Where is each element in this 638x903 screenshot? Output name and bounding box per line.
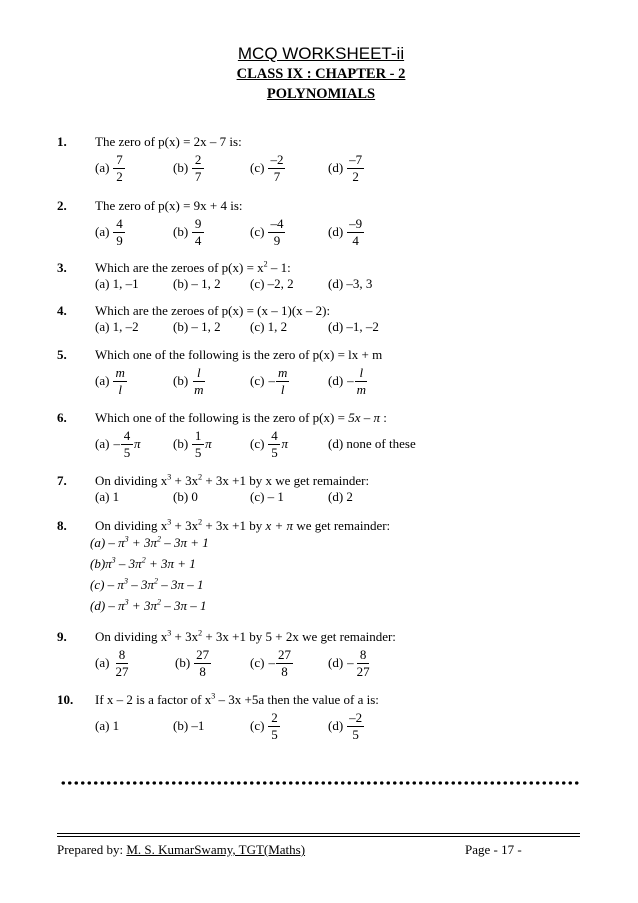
fraction: $\frac{-4}{9}$ [270,215,284,248]
fraction: $\frac{4}{5}$ [268,429,280,459]
fraction: $\frac{4}{5}$ [121,429,133,459]
options [95,148,595,188]
worksheet-title: MCQ WORKSHEET-ii [237,44,405,63]
options [95,361,595,401]
class-chapter-heading: CLASS IX : CHAPTER - 2 [236,66,406,82]
fraction: $\frac{27}{8}$ [277,646,291,679]
option-b: (b) – 1, 2 [173,276,221,291]
option-d: (d) $\frac{-9}{4}$ [328,215,363,248]
option-a: (a) 1 [95,718,120,733]
question-number: 3. [57,260,67,275]
option-c: (c) – 1 [250,489,284,504]
question-text: Which are the zeroes of $p(x) = x^2 - 1$: [95,259,291,275]
option-a: (a) 1, –1 [95,276,139,291]
question-text: Which are the zeroes of p(x) = (x – 1)(x – 2): [95,303,331,318]
author-name: M. S. KumarSwamy, TGT(Maths) [126,842,306,857]
question-number: 2. [57,198,67,213]
option-c: (c) –2, 2 [250,276,294,291]
fraction: $\frac{-2}{7}$ [270,151,284,184]
options [95,643,595,683]
options [95,706,595,746]
question-number: 7. [57,473,67,488]
fraction: $\frac{-9}{4}$ [349,215,363,248]
subject-heading: POLYNOMIALS [266,86,376,102]
fraction: $\frac{4}{9}$ [113,217,125,247]
option-a: (a) $\frac{4}{9}$ [95,212,125,252]
fraction: $\frac{m}{l}$ [115,364,125,397]
fraction: $\frac{-2}{5}$ [349,709,363,742]
option-c: (c) $\frac{2}{5}$ [250,706,280,746]
option-c: (c) $\frac{4}{5}$ π [250,427,288,460]
question-text: On dividing $x^3 + 3x^2 + 3x +1$ by 5 + 2x we get remainder: [95,628,396,644]
option-b: (b) $\frac{9}{4}$ [173,212,204,252]
option-d: (d) $\frac{-2}{5}$ [328,709,363,742]
question-number: 6. [57,410,67,425]
option-d: $(d) - \pi^3 + 3\pi^2 - 3\pi - 1$ [90,597,207,613]
option-b: (b) – 1, 2 [173,319,221,334]
question-number: 4. [57,303,67,318]
question-text: On dividing $x^3 + 3x^2 + 3x +1$ by x we get remainder: [95,472,370,488]
question-text: The zero of p(x) = 2x – 7 is: [95,134,242,149]
question-text: On dividing $x^3 + 3x^2 + 3x +1$ by x + π we get remainder: [95,517,391,533]
fraction: $\frac{2}{7}$ [192,153,204,183]
option-b: (b) $\frac{l}{m}$ [173,364,204,397]
option-d: (d) $\frac{-7}{2}$ [328,151,363,184]
question-number: 1. [57,134,67,149]
option-c: (c) 1, 2 [250,319,288,334]
footer-rule-top [57,833,580,834]
option-a: (a) $\frac{m}{l}$ [95,364,125,397]
footer-rule-bottom [57,836,580,837]
option-b: $(b)\pi^3 - 3\pi^2 + 3\pi + 1$ [90,555,196,571]
footer-credit: Prepared by: M. S. KumarSwamy, TGT(Maths) [57,842,306,857]
option-c: (c) $\frac{-2}{7}$ [250,151,284,184]
dotted-separator [60,780,580,786]
option-d: (d) 2 [328,489,353,504]
option-a: (a) $\frac{7}{2}$ [95,148,125,188]
option-d: (d) – $\frac{l}{m}$ [328,364,367,397]
question-text: Which one of the following is the zero of p(x) = 5x – π : [95,410,387,425]
question-number: 10. [57,692,74,707]
option-b: (b) –1 [173,718,205,733]
option-a: (a) $\frac{8}{27}$ [95,646,129,679]
option-b: (b) $\frac{27}{8}$ [175,646,210,679]
option-c: (c) – $\frac{m}{l}$ [250,364,288,397]
option-d: (d) – $\frac{8}{27}$ [328,646,370,679]
option-c: (c) – $\frac{27}{8}$ [250,646,291,679]
question-text: Which one of the following is the zero of p(x) = lx + m [95,347,383,362]
question-number: 8. [57,518,67,533]
option-a: $(a) - \pi^3 + 3\pi^2 - 3\pi + 1$ [90,534,209,550]
fraction: $\frac{27}{8}$ [196,646,210,679]
fraction: $\frac{8}{27}$ [356,646,370,679]
option-d: (d) –1, –2 [328,319,379,334]
fraction: $\frac{8}{27}$ [115,646,129,679]
option-a: (a) 1, –2 [95,319,139,334]
option-a: (a) 1 [95,489,120,504]
fraction: $\frac{7}{2}$ [113,153,125,183]
question-text: If x – 2 is a factor of $x^3 - 3x +5a$ then the value of a is: [95,691,379,707]
question-number: 5. [57,347,67,362]
options [95,212,595,252]
fraction: $\frac{-7}{2}$ [349,151,363,184]
option-d: (d) –3, 3 [328,276,373,291]
option-c: (c) $\frac{-4}{9}$ [250,215,284,248]
page-number: Page - 17 - [465,842,522,857]
fraction: $\frac{1}{5}$ [192,429,204,459]
option-b: (b) $\frac{1}{5}$ π [173,427,212,460]
option-d: (d) none of these [328,436,416,451]
option-a: (a) – $\frac{4}{5}$ π [95,427,141,460]
options [95,424,595,464]
fraction: $\frac{9}{4}$ [192,217,204,247]
fraction: $\frac{2}{5}$ [268,711,280,741]
option-b: (b) 0 [173,489,198,504]
fraction: $\frac{l}{m}$ [194,364,204,397]
fraction: $\frac{m}{l}$ [277,364,288,397]
question-text: The zero of p(x) = 9x + 4 is: [95,198,243,213]
fraction: $\frac{l}{m}$ [356,364,367,397]
question-number: 9. [57,629,67,644]
option-c: $(c) - \pi^3 - 3\pi^2 - 3\pi - 1$ [90,576,204,592]
option-b: (b) $\frac{2}{7}$ [173,148,204,188]
